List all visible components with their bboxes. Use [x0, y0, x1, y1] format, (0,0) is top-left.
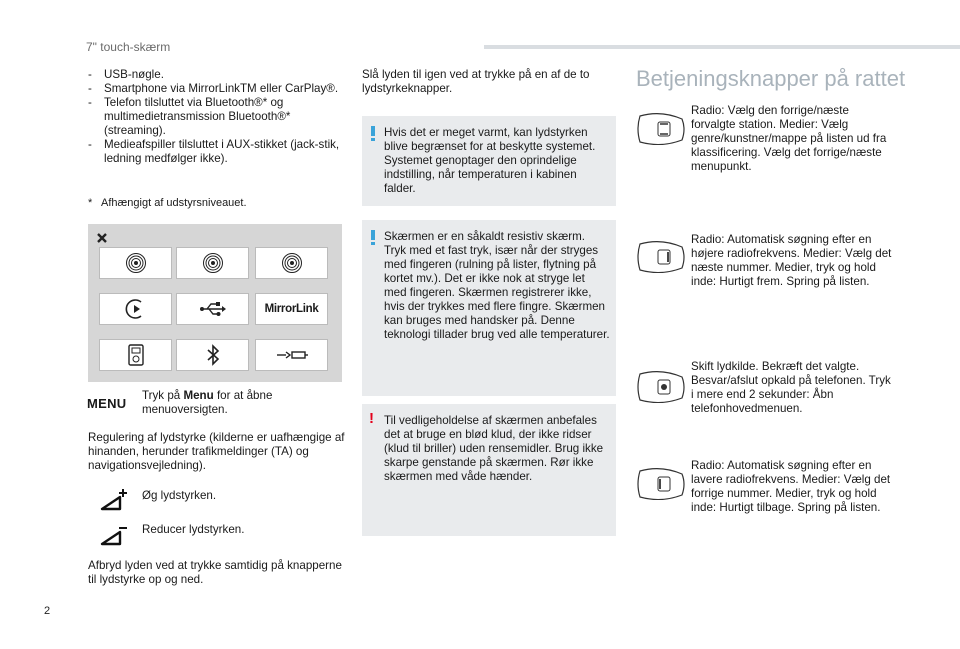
- usb-icon: [199, 300, 227, 318]
- radio-icon: [202, 252, 224, 274]
- bluetooth-tile: [176, 339, 249, 371]
- menu-key-label: MENU: [87, 396, 127, 411]
- media-player-tile: [99, 339, 172, 371]
- aux-tile: [255, 339, 328, 371]
- section-title: Betjeningsknapper på rattet: [636, 66, 906, 91]
- steering-wheel-control-icon: [636, 113, 686, 145]
- warning-note-cleaning: ! Til vedligeholdelse af skærmen anbefales det at bruge en blød klud, der ikke ridser (klud til briller) uden rensemidler. Brug ikke skarpe genstande på skærmen. Rør ikke skærmen med våde hænder.: [362, 404, 616, 536]
- radio-icon: [125, 252, 147, 274]
- volume-paragraph: Regulering af lydstyrke (kilderne er uafhængige af hinanden, herunder trafikmeldinger (TA) og navigationsvejledning).: [88, 431, 345, 472]
- list-item: - Smartphone via MirrorLinkTM eller CarPlay®.: [88, 82, 339, 95]
- volume-up-icon: [100, 489, 128, 513]
- volume-up-label: Øg lydstyrken.: [142, 489, 217, 502]
- page-header-title: 7" touch-skærm: [86, 40, 171, 54]
- info-note-resistive-screen: Skærmen er en såkaldt resistiv skærm. Tryk med et fast tryk, især når der stryges med fingeren (rulning på lister, flytning på kortet mv.). Det er ikke nok at stryge let med fingeren. Skærmen registrerer ikke, hvis der trykkes med flere fingre. Skærmen kan bruges med handsker på. Denne teknologi tillader brug ved alle temperaturer.: [362, 220, 616, 396]
- info-note-temperature: Hvis det er meget varmt, kan lydstyrken blive begrænset for at beskytte systemet. Systemet genoptager den oprindelige indstilling, når temperaturen i kabinen falder.: [362, 116, 616, 206]
- radio-fm-tile: [99, 247, 172, 279]
- mirrorlink-logo: MirrorLink: [264, 303, 319, 315]
- media-player-icon: [128, 344, 144, 366]
- list-item: - Medieafspiller tilsluttet i AUX-stikket (jack-stik, ledning medfølger ikke).: [88, 138, 340, 165]
- control-description: Radio: Automatisk søgning efter en højere radiofrekvens. Medier: Vælg det næste nummer. Medier, tryk og hold inde: Hurtigt frem. Spring på listen.: [691, 233, 892, 288]
- radio-icon: [281, 252, 303, 274]
- radio-am-tile: [255, 247, 328, 279]
- usb-tile: [176, 293, 249, 325]
- list-item: - Telefon tilsluttet via Bluetooth®* og multimedietransmission Bluetooth®* (streaming).: [88, 96, 291, 137]
- mute-paragraph: Afbryd lyden ved at trykke samtidig på knapperne til lydstyrke op og ned.: [88, 559, 342, 586]
- unmute-paragraph: Slå lyden til igen ved at trykke på en af de to lydstyrkeknapper.: [362, 68, 590, 95]
- info-icon: [371, 242, 375, 245]
- close-icon: [95, 231, 109, 245]
- warning-icon: !: [369, 410, 374, 427]
- play-circle-icon: [125, 298, 147, 320]
- info-icon: [371, 138, 375, 141]
- steering-wheel-control-icon: [636, 241, 686, 273]
- control-description: Skift lydkilde. Bekræft det valgte. Besvar/afslut opkald på telefonen. Tryk i mere end 2 sekunder: Åbn telefonhovedmenuen.: [691, 360, 891, 415]
- volume-down-icon: [100, 524, 128, 548]
- radio-dab-tile: [176, 247, 249, 279]
- volume-down-label: Reducer lydstyrken.: [142, 523, 245, 536]
- footnote: * Afhængigt af udstyrsniveauet.: [88, 197, 247, 209]
- carplay-tile: [99, 293, 172, 325]
- page-number: 2: [44, 605, 51, 617]
- control-description: Radio: Automatisk søgning efter en lavere radiofrekvens. Medier: Vælg det forrige nummer. Medier, tryk og hold inde: Hurtigt tilbage. Spring på listen.: [691, 459, 891, 514]
- list-item: - USB-nøgle.: [88, 68, 164, 81]
- source-list: [88, 68, 348, 166]
- info-icon: [371, 230, 375, 240]
- steering-wheel-control-icon: [636, 371, 686, 403]
- info-icon: [371, 126, 375, 136]
- control-description: Radio: Vælg den forrige/næste forvalgte station. Medier: Vælg genre/kunstner/mappe på listen ud fra klassificering. Vælg det forrige/næste menupunkt.: [691, 104, 887, 173]
- steering-wheel-control-icon: [636, 468, 686, 500]
- bluetooth-icon: [206, 344, 220, 366]
- header-rule: [484, 45, 960, 49]
- menu-instruction: Tryk på Menu for at åbne menuoversigten.: [142, 389, 273, 416]
- mirrorlink-tile: [255, 293, 328, 325]
- jack-plug-icon: [276, 349, 308, 361]
